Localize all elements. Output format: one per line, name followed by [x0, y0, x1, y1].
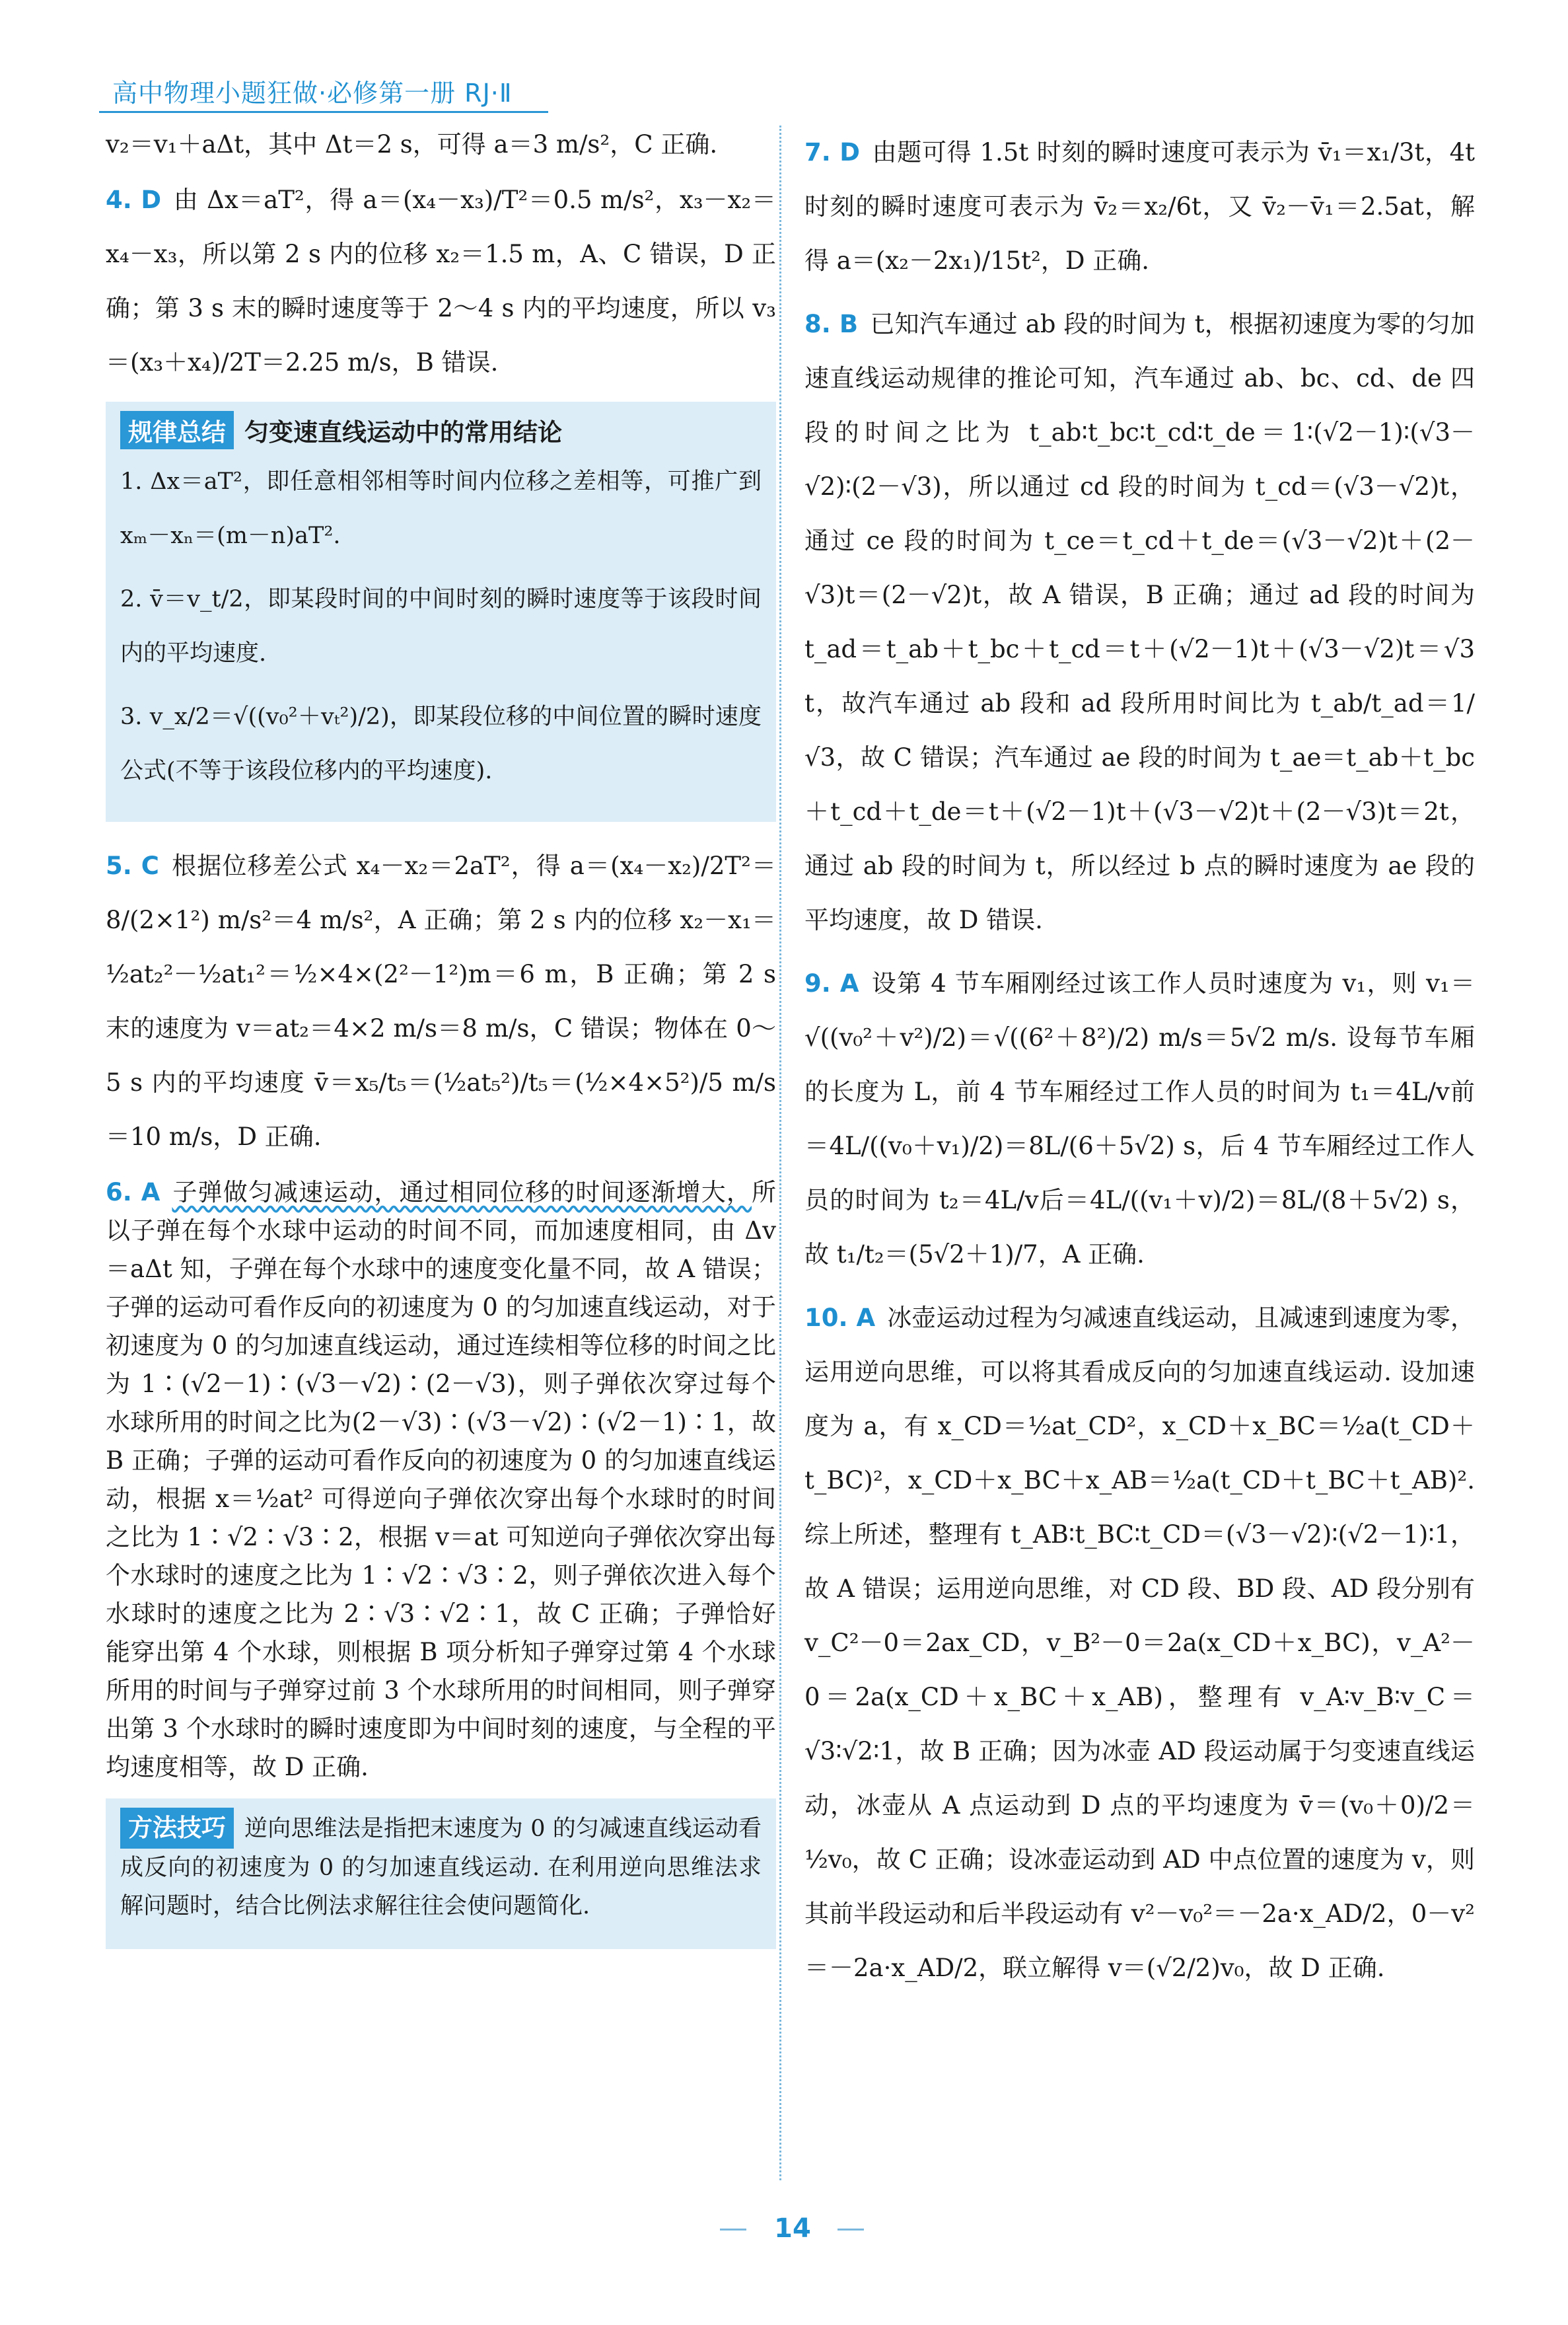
answer-9-number: 9. A: [804, 969, 859, 998]
rule-item-3: 3. v_x/2＝√((v₀²＋vₜ²)/2)，即某段位移的中间位置的瞬时速度公式(不等于该段位移内的平均速度).: [120, 704, 762, 784]
right-column: [804, 126, 1475, 2005]
answer-10-text: 冰壶运动过程为匀减速直线运动，且减速到速度为零，运用逆向思维，可以将其看成反向的匀加速直线运动. 设加速度为 a，有 x_CD＝½at_CD²，x_CD＋x_BC＝½a(t_CD＋t_BC)²，x_CD＋x_BC＋x_AB＝½a(t_CD＋t_BC＋t_AB)². 综上所述，整理有 t_AB∶t_BC∶t_CD＝(√3－√2)∶(√2－1)∶1，故 A 错误；运用逆向思维，对 CD 段、BD 段、AD 段分别有 v_C²－0＝2ax_CD，v_B²－0＝2a(x_CD＋x_BC)，v_A²－0＝2a(x_CD＋x_BC＋x_AB)，整理有 v_A∶v_B∶v_C＝√3∶√2∶1，故 B 正确；因为冰壶 AD 段运动属于匀变速直线运动，冰壶从 A 点运动到 D 点的平均速度为 v̄＝(v₀＋0)/2＝½v₀，故 C 正确；设冰壶运动到 AD 中点位置的速度为 v，则其前半段运动和后半段运动有 v²－v₀²＝－2a·x_AD/2，0－v²＝－2a·x_AD/2，联立解得 v＝(√2/2)v₀，故 D 正确.: [804, 1304, 1475, 1982]
method-tip-box: [106, 1798, 776, 1949]
left-column: [106, 126, 776, 1966]
answer-7: [804, 126, 1475, 288]
answer-5-number: 5. C: [106, 852, 159, 880]
method-tip-text: 逆向思维法是指把末速度为 0 的匀减速直线运动看成反向的初速度为 0 的匀加速直线运动. 在利用逆向思维法求解问题时，结合比例法求解往往会使问题简化.: [120, 1816, 762, 1919]
header-rule: [99, 111, 548, 113]
footer-line-left: [720, 2229, 746, 2231]
answer-4: [106, 173, 776, 390]
page-number: 14: [774, 2213, 811, 2244]
answer-4-number: 4. D: [106, 186, 162, 214]
answer-9: [804, 957, 1475, 1282]
answer-6-emphasis: 子弹做匀减速运动，通过相同位移的时间逐渐增大，: [172, 1178, 752, 1206]
answer-10: [804, 1291, 1475, 1995]
column-divider: [779, 126, 781, 2180]
answer-6-text: 所以子弹在每个水球中运动的时间不同，而加速度相同，由 Δv＝aΔt 知，子弹在每个水球中的速度变化量不同，故 A 错误；子弹的运动可看作反向的初速度为 0 的匀加速直线运动，对于初速度为 0 的匀加速直线运动，通过连续相等位移的时间之比为 1∶(√2－1)∶(√3－√2)∶(2－√3)，则子弹依次穿过每个水球所用的时间之比为(2－√3)∶(√3－√2)∶(√2－1)∶1，故 B 正确；子弹的运动可看作反向的初速度为 0 的匀加速直线运动，根据 x＝½at² 可得逆向子弹依次穿出每个水球时的时间之比为 1∶√2∶√3∶2，根据 v＝at 可知逆向子弹依次穿出每个水球时的速度之比为 1∶√2∶√3∶2，则子弹依次进入每个水球时的速度之比为 2∶√3∶√2∶1，故 C 正确；子弹恰好能穿出第 4 个水球，则根据 B 项分析知子弹穿过第 4 个水球所用的时间与子弹穿过前 3 个水球所用的时间相同，则子弹穿出第 3 个水球时的瞬时速度即为中间时刻的速度，与全程的平均速度相等，故 D 正确.: [106, 1178, 777, 1781]
answer-7-text: 由题可得 1.5t 时刻的瞬时速度可表示为 v̄₁＝x₁/3t，4t 时刻的瞬时速度可表示为 v̄₂＝x₂/6t，又 v̄₂－v̄₁＝2.5at，解得 a＝(x₂－2x₁)/15t²，D 正确.: [804, 138, 1475, 275]
page-footer: [753, 2210, 832, 2250]
answer-8-number: 8. B: [804, 310, 859, 338]
rule-item-1: 1. Δx＝aT²，即任意相邻相等时间内位移之差相等，可推广到 xₘ－xₙ＝(m－n)aT².: [120, 468, 762, 549]
rule-summary-tag: 规律总结: [120, 411, 234, 449]
answer-4-text: 由 Δx＝aT²，得 a＝(x₄－x₃)/T²＝0.5 m/s²，x₃－x₂＝x₄－x₃，所以第 2 s 内的位移 x₂＝1.5 m，A、C 错误，D 正确；第 3 s 末的瞬时速度等于 2～4 s 内的平均速度，所以 v₃＝(x₃＋x₄)/2T＝2.25 m/s，B 错误.: [106, 186, 776, 377]
carryover-paragraph: v₂＝v₁＋aΔt，其中 Δt＝2 s，可得 a＝3 m/s²，C 正确.: [106, 130, 718, 159]
answer-5-text: 根据位移差公式 x₄－x₂＝2aT²，得 a＝(x₄－x₂)/2T²＝8/(2×1²) m/s²＝4 m/s²，A 正确；第 2 s 内的位移 x₂－x₁＝½at₂²－½at₁²＝½×4×(2²－1²)m＝6 m，B 正确；第 2 s 末的速度为 v＝at₂＝4×2 m/s＝8 m/s，C 错误；物体在 0～5 s 内的平均速度 v̄＝x₅/t₅＝(½at₅²)/t₅＝(½×4×5²)/5 m/s＝10 m/s，D 正确.: [106, 852, 776, 1151]
rule-item-2: 2. v̄＝v_t/2，即某段时间的中间时刻的瞬时速度等于该段时间内的平均速度.: [120, 586, 762, 667]
answer-10-number: 10. A: [804, 1304, 876, 1332]
answer-8-text: 已知汽车通过 ab 段的时间为 t，根据初速度为零的匀加速直线运动规律的推论可知，汽车通过 ab、bc、cd、de 四段的时间之比为 t_ab∶t_bc∶t_cd∶t_de＝1∶(√2－1)∶(√3－√2)∶(2－√3)，所以通过 cd 段的时间为 t_cd＝(√3－√2)t，通过 ce 段的时间为 t_ce＝t_cd＋t_de＝(√3－√2)t＋(2－√3)t＝(2－√2)t，故 A 错误，B 正确；通过 ad 段的时间为 t_ad＝t_ab＋t_bc＋t_cd＝t＋(√2－1)t＋(√3－√2)t＝√3 t，故汽车通过 ab 段和 ad 段所用时间比为 t_ab/t_ad＝1/√3，故 C 错误；汽车通过 ae 段的时间为 t_ae＝t_ab＋t_bc＋t_cd＋t_de＝t＋(√2－1)t＋(√3－√2)t＋(2－√3)t＝2t，通过 ab 段的时间为 t，所以经过 b 点的瞬时速度为 ae 段的平均速度，故 D 错误.: [804, 310, 1475, 934]
rule-summary-title: 匀变速直线运动中的常用结论: [244, 418, 562, 447]
answer-8: [804, 297, 1475, 947]
method-tip-tag: 方法技巧: [120, 1808, 234, 1849]
method-tip: [120, 1808, 762, 1925]
footer-line-right: [837, 2229, 864, 2231]
answer-6: [106, 1173, 776, 1787]
running-header: 高中物理小题狂做·必修第一册 RJ·Ⅱ: [112, 79, 513, 108]
answer-5: [106, 839, 776, 1164]
answer-9-text: 设第 4 节车厢刚经过该工作人员时速度为 v₁，则 v₁＝√((v₀²＋v²)/2)＝√((6²＋8²)/2) m/s＝5√2 m/s. 设每节车厢的长度为 L，前 4 节车厢经过工作人员的时间为 t₁＝4L/v前＝4L/((v₀＋v₁)/2)＝8L/(6＋5√2) s，后 4 节车厢经过工作人员的时间为 t₂＝4L/v后＝4L/((v₁＋v)/2)＝8L/(8＋5√2) s，故 t₁/t₂＝(5√2＋1)/7，A 正确.: [804, 969, 1475, 1269]
rule-summary-box: [106, 402, 776, 822]
answer-7-number: 7. D: [804, 138, 861, 166]
answer-6-number: 6. A: [106, 1178, 160, 1206]
